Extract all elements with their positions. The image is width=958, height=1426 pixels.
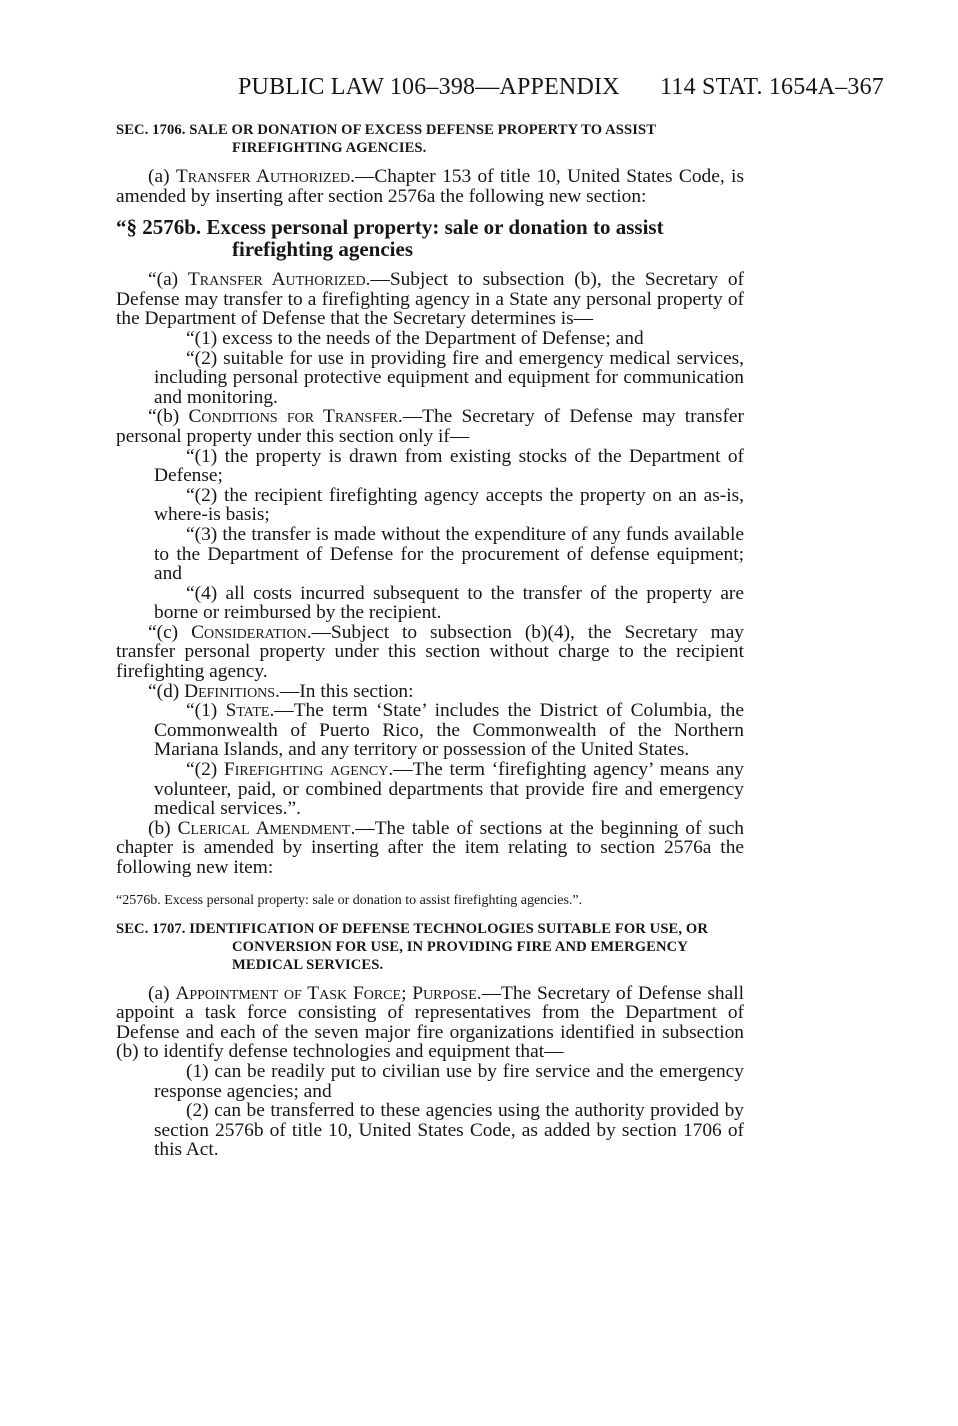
running-header <box>238 72 884 102</box>
label: “(1) <box>186 700 226 722</box>
caption: Definitions <box>184 680 276 702</box>
body-text <box>116 121 744 1160</box>
new-subsection-a-1: “(1) excess to the needs of the Department of Defense; and <box>186 327 644 349</box>
section-1707-subsection-a <box>116 984 744 1062</box>
caption: Clerical Amendment <box>177 817 351 839</box>
caption: Firefighting agency <box>223 759 389 781</box>
section-1706-heading: SEC. 1706. SALE OR DONATION OF EXCESS DEFENSE PROPERTY TO ASSIST FIREFIGHTING AGENCIES. <box>116 122 656 156</box>
section-1707-heading: SEC. 1707. IDENTIFICATION OF DEFENSE TECHNOLOGIES SUITABLE FOR USE, OR CONVERSION FOR USE, IN PROVIDING FIRE AND EMERGENCY MEDICAL SERVICES. <box>116 920 708 973</box>
label: “(a) <box>148 269 188 291</box>
text: .—The term ‘State’ includes the District of Columbia, the Commonwealth of Puerto Rico, the Commonwealth of the Northern Mariana Islands, and any territory or possession of the United States. <box>154 700 744 761</box>
caption: Conditions for Transfer <box>188 406 398 428</box>
clerical-new-item: “2576b. Excess personal property: sale or donation to assist firefighting agencies.”. <box>116 892 583 908</box>
label: “(d) <box>148 680 185 702</box>
section-1707-a-2: (2) can be transferred to these agencies using the authority provided by section 2576b of title 10, United States Code, as added by section 1706 of this Act. <box>154 1100 744 1161</box>
text: .—In this section: <box>275 680 414 702</box>
text: .—Subject to subsection (b)(4), the Secretary may transfer personal property under this section without charge to the recipient firefighting agency. <box>116 621 745 683</box>
new-subsection-b-2: “(2) the recipient firefighting agency accepts the property on an as-is, where-is basis; <box>154 484 744 526</box>
label: “(b) <box>148 406 189 428</box>
new-subsection-c <box>116 623 744 682</box>
header-law-title: PUBLIC LAW 106–398—APPENDIX <box>238 74 620 100</box>
text: .—Chapter 153 of title 10, United States Code, is amended by inserting after section 2576a the following new section: <box>116 166 744 207</box>
subsection-a-transfer-authorized <box>116 167 744 206</box>
new-subsection-b-1: “(1) the property is drawn from existing stocks of the Department of Defense; <box>154 445 744 487</box>
section-1707-a-1: (1) can be readily put to civilian use by fire service and the emergency response agencies; and <box>154 1060 744 1102</box>
caption: Appointment of Task Force; Purpose <box>175 982 477 1004</box>
definition-firefighting-agency <box>116 760 744 819</box>
new-subsection-a <box>116 270 744 329</box>
label: “(2) <box>186 759 224 781</box>
caption: State <box>225 700 270 722</box>
text: .—The Secretary of Defense may transfer personal property under this section only if— <box>116 406 744 447</box>
text: .—The table of sections at the beginning of such chapter is amended by inserting after the item relating to section 2576a the following new item: <box>116 817 744 878</box>
caption: Consideration <box>191 621 307 643</box>
caption: Transfer Authorized <box>175 166 351 187</box>
definition-state <box>116 701 744 760</box>
new-subsection-a-2: “(2) suitable for use in providing fire and emergency medical services, including personal protective equipment and equipment for communication and monitoring. <box>154 347 744 408</box>
caption: Transfer Authorized <box>187 269 366 291</box>
label: (a) <box>148 166 176 187</box>
subsection-b-clerical-amendment <box>116 819 744 878</box>
text: .—The term ‘firefighting agency’ means any volunteer, paid, or combined departments that provide fire and emergency medical services.”. <box>154 759 744 820</box>
new-subsection-b-3: “(3) the transfer is made without the expenditure of any funds available to the Department of Defense for the procurement of defense equipment; and <box>154 523 744 585</box>
new-subsection-b <box>116 407 744 446</box>
label: (a) <box>148 982 176 1004</box>
label: “(c) <box>148 621 192 643</box>
new-section-2576b-heading: “§ 2576b. Excess personal property: sale or donation to assist firefighting agencies <box>116 215 664 262</box>
label: (b) <box>148 817 178 839</box>
new-subsection-d <box>116 682 744 702</box>
new-subsection-b-4: “(4) all costs incurred subsequent to the transfer of the property are borne or reimbursed by the recipient. <box>154 582 744 624</box>
text: .—Subject to subsection (b), the Secretary of Defense may transfer to a firefighting agency in a State any personal property of the Department of Defense that the Secretary determines is— <box>116 269 745 330</box>
text: .—The Secretary of Defense shall appoint a task force consisting of representatives from the Department of Defense and each of the seven major fire organizations identified in subsection (b) to identify defense technologies and equipment that— <box>116 982 745 1063</box>
header-stat-page: 114 STAT. 1654A–367 <box>660 74 884 100</box>
